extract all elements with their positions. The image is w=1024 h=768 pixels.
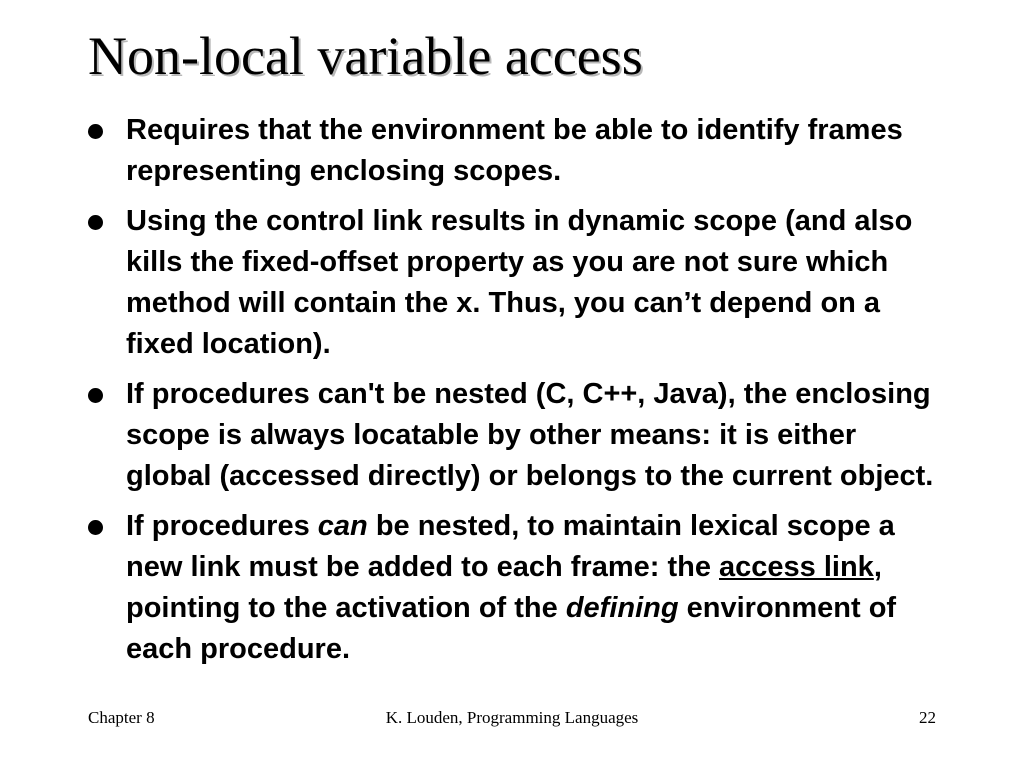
- slide-title: Non-local variable access: [88, 26, 643, 86]
- footer-page-number: 22: [919, 708, 936, 727]
- footer-chapter: Chapter 8: [88, 708, 155, 727]
- bullet-list: [88, 110, 948, 679]
- bullet-text: Using the control link results in dynamic scope (and also kills the fixed-offset property as you are not sure which method will contain the x. Thus, you can’t depend on a fixed location).: [126, 205, 921, 360]
- bullet-text: can: [317, 510, 368, 542]
- bullet-dot-icon: [88, 215, 103, 230]
- bullet-dot-icon: [88, 520, 103, 535]
- bullet-item: [88, 506, 948, 670]
- slide-footer: [0, 708, 1024, 732]
- bullet-text: defining: [565, 592, 679, 624]
- bullet-item: [88, 110, 948, 192]
- bullet-item: [88, 201, 948, 365]
- bullet-text: be nested, to maintain lexical scope a new link must be added to each frame: the: [126, 510, 903, 583]
- bullet-dot-icon: [88, 124, 103, 139]
- footer-author-course: K. Louden, Programming Languages: [385, 708, 639, 727]
- bullet-dot-icon: [88, 388, 103, 403]
- bullet-text: , pointing to the activation of the: [126, 551, 890, 624]
- term-access-link: access link: [719, 551, 874, 583]
- bullet-text: If procedures can't be nested (C, C++, Java), the enclosing scope is always locatable by other means: it is either global (accessed directly) or belongs to the current object.: [126, 378, 939, 492]
- bullet-text: Requires that the environment be able to identify frames representing enclosing scopes.: [126, 114, 911, 187]
- bullet-item: [88, 374, 948, 497]
- bullet-text: If procedures: [126, 510, 318, 542]
- bullet-text: environment of each procedure.: [126, 592, 905, 665]
